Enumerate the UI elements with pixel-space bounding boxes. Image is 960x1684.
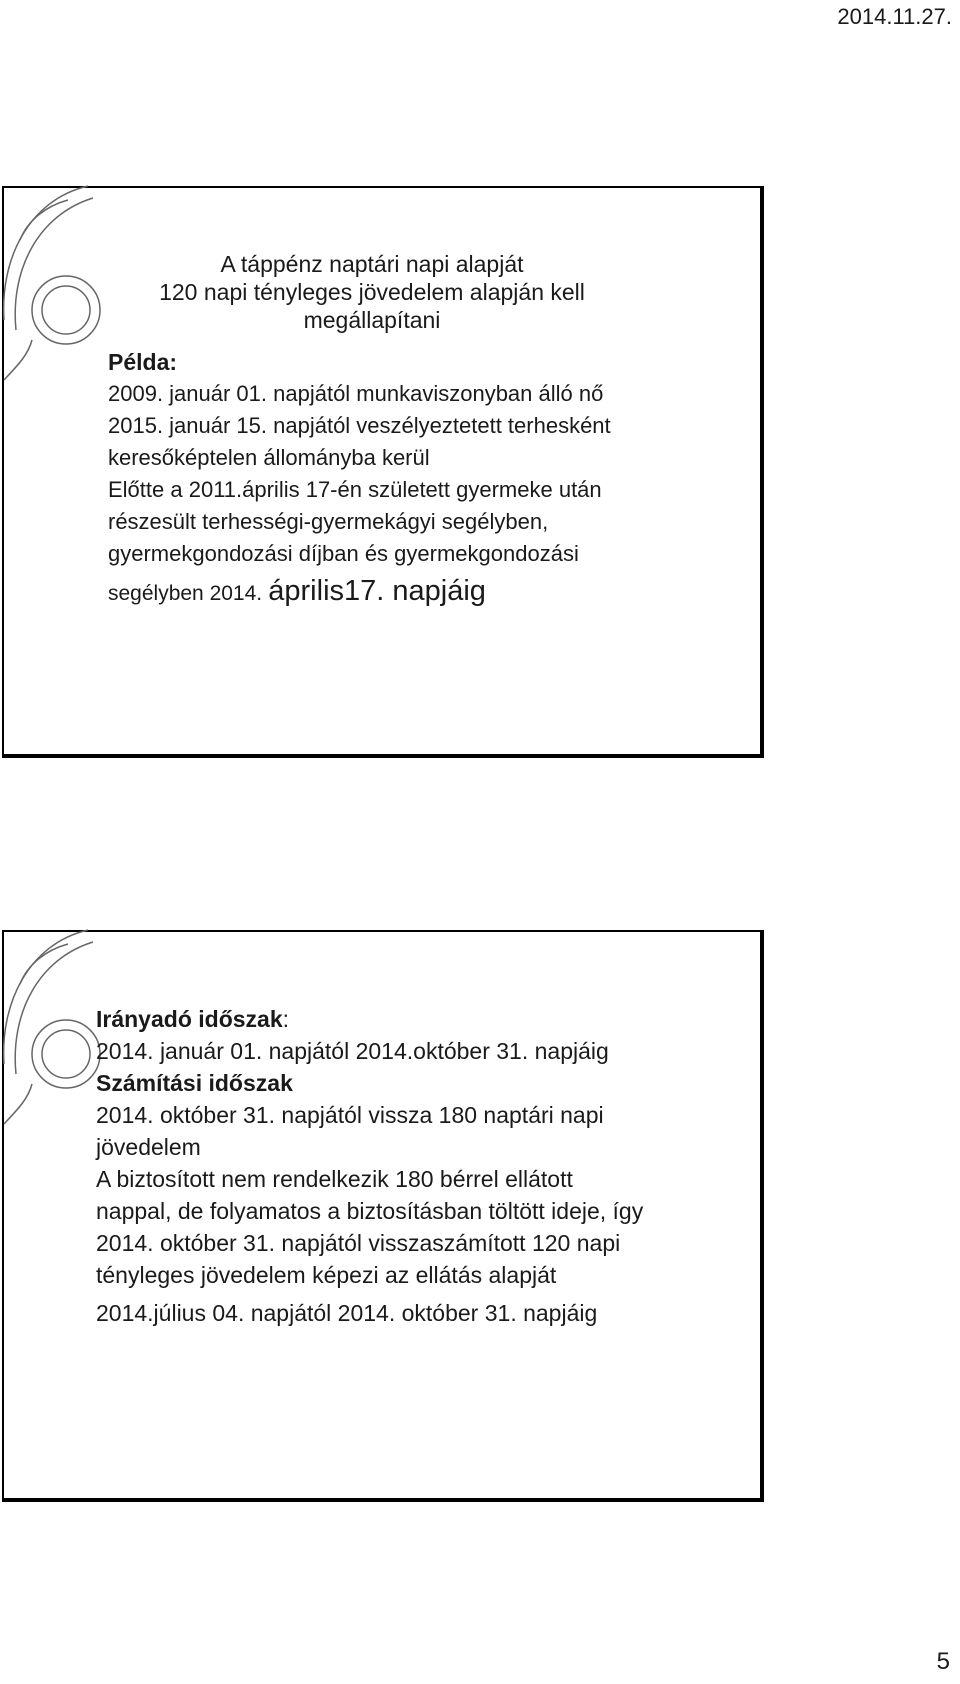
heading-line: A táppénz naptári napi alapját	[220, 251, 524, 277]
page-number: 5	[936, 1648, 950, 1675]
period-line	[96, 1003, 746, 1035]
last-line-big: április17. napjáig	[268, 575, 486, 607]
body-line: 2014. október 31. napjától vissza 180 naptári napi	[96, 1102, 604, 1128]
body-line: 2014. október 31. napjától visszaszámított 120 napi	[96, 1230, 621, 1256]
last-line-small: segélyben 2014.	[108, 582, 263, 605]
body-line: 2009. január 01. napjától munkaviszonyban álló nő	[108, 381, 604, 406]
body-line: A biztosított nem rendelkezik 180 bérrel ellátott	[96, 1166, 573, 1192]
corner-swirl-icon	[0, 924, 108, 1134]
body-line: nappal, de folyamatos a biztosításban töltött ideje, így	[96, 1198, 644, 1224]
body-line: jövedelem	[96, 1134, 201, 1160]
page-date: 2014.11.27.	[837, 4, 952, 29]
body-line: gyermekgondozási díjban és gyermekgondozási	[108, 541, 579, 566]
period-value: 2014. január 01. napjától 2014.október 31. napjáig	[96, 1038, 609, 1064]
slide-1-heading	[152, 250, 592, 334]
calc-label: Számítási időszak	[96, 1070, 293, 1096]
period-label: Irányadó időszak	[96, 1006, 283, 1032]
period-colon: :	[282, 1006, 290, 1032]
final-line: 2014.július 04. napjától 2014. október 31. napjáig	[96, 1300, 598, 1326]
body-line: tényleges jövedelem képezi az ellátás alapját	[96, 1262, 557, 1288]
slide-2	[2, 930, 764, 1502]
body-line: Előtte a 2011.április 17-én született gyermeke után	[108, 477, 602, 502]
body-line: keresőképtelen állományba kerül	[108, 445, 430, 470]
slide-1-body	[108, 346, 748, 615]
heading-line: megállapítani	[303, 307, 441, 334]
corner-swirl-icon	[0, 180, 108, 390]
slide-1	[2, 186, 764, 758]
body-line: 2015. január 15. napjától veszélyeztetett terhesként	[108, 413, 611, 438]
body-line: részesült terhességi-gyermekágyi segélyben,	[108, 509, 549, 534]
heading-line: 120 napi tényleges jövedelem alapján kell	[159, 279, 585, 306]
slide-2-body	[96, 1003, 746, 1329]
body-line-last	[108, 570, 748, 615]
example-label: Példa:	[108, 349, 178, 375]
